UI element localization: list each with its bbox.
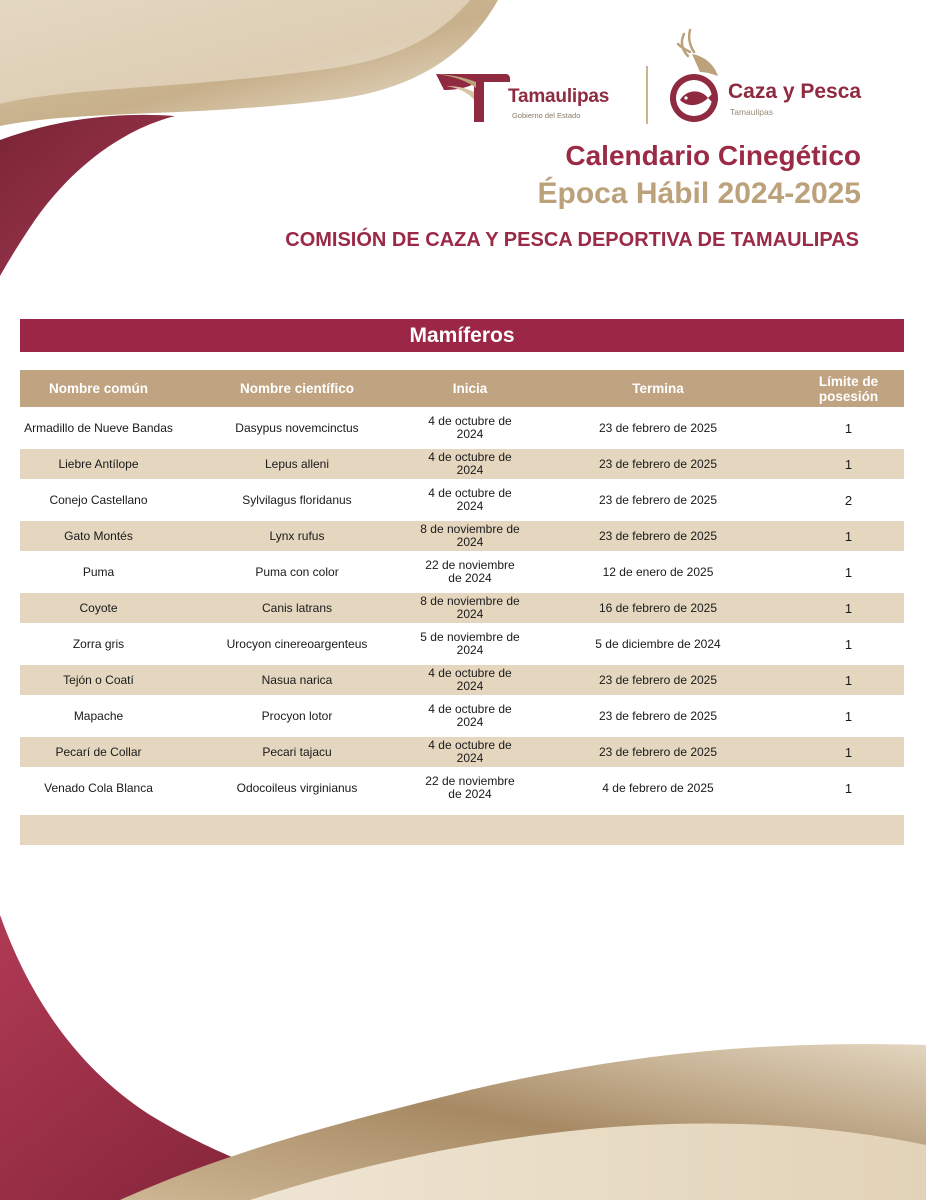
cell-start: 4 de octubre de 2024: [428, 738, 512, 765]
table-header: [20, 370, 904, 407]
cell-start: 5 de noviembre de 2024: [420, 630, 520, 657]
cell-limit: 1: [844, 600, 853, 616]
cell-common-name: Mapache: [73, 708, 124, 723]
cell-start: 4 de octubre de 2024: [428, 702, 512, 729]
cell-common-name: Puma: [82, 564, 115, 579]
cell-common-name: Venado Cola Blanca: [44, 780, 153, 795]
cell-scientific-name: Dasypus novemcinctus: [235, 420, 359, 435]
cell-start: 8 de noviembre de 2024: [420, 522, 520, 549]
cell-scientific-name: Lynx rufus: [269, 528, 325, 543]
cell-end: 5 de diciembre de 2024: [595, 636, 721, 651]
cell-limit: 1: [844, 420, 853, 436]
tamaulipas-name: Tamaulipas: [508, 86, 610, 107]
header-start: Inicia: [452, 381, 488, 396]
table-row: [20, 767, 904, 809]
cell-scientific-name: Procyon lotor: [261, 708, 333, 723]
table-row: [20, 593, 904, 623]
table-row: [20, 551, 904, 593]
cell-end: 12 de enero de 2025: [602, 564, 714, 579]
header-scientific-name: Nombre científico: [239, 381, 355, 396]
logo-divider: [646, 66, 648, 124]
cell-limit: 1: [844, 708, 853, 724]
cell-limit: 1: [844, 636, 853, 652]
header-limit: Límite de posesión: [818, 373, 879, 404]
table-row: [20, 665, 904, 695]
cell-common-name: Pecarí de Collar: [55, 744, 142, 759]
cell-scientific-name: Odocoileus virginianus: [236, 780, 358, 795]
table-row: [20, 695, 904, 737]
cell-limit: 1: [844, 456, 853, 472]
cell-end: 23 de febrero de 2025: [598, 744, 718, 759]
cell-end: 4 de febrero de 2025: [602, 780, 714, 795]
cell-start: 8 de noviembre de 2024: [420, 594, 520, 621]
header-common-name: Nombre común: [48, 381, 148, 396]
cell-common-name: Gato Montés: [64, 528, 133, 543]
cell-limit: 1: [844, 528, 853, 544]
season-title: Época Hábil 2024-2025: [537, 177, 861, 210]
cell-common-name: Coyote: [79, 600, 118, 615]
cell-end: 23 de febrero de 2025: [598, 708, 718, 723]
cell-scientific-name: Lepus alleni: [264, 456, 330, 471]
tamaulipas-logo: [436, 64, 636, 128]
cell-scientific-name: Urocyon cinereoargenteus: [226, 636, 368, 651]
cell-common-name: Tejón o Coatí: [63, 672, 134, 687]
cell-limit: 2: [844, 492, 853, 508]
cell-end: 23 de febrero de 2025: [598, 456, 718, 471]
cell-end: 23 de febrero de 2025: [598, 528, 718, 543]
cell-scientific-name: Puma con color: [255, 564, 339, 579]
table-row: [20, 449, 904, 479]
cell-limit: 1: [844, 744, 853, 760]
tamaulipas-emblem-icon: [436, 66, 516, 126]
tamaulipas-subtitle: Gobierno del Estado: [512, 111, 581, 120]
cell-limit: 1: [844, 780, 853, 796]
caza-y-pesca-subtitle: Tamaulipas: [730, 107, 773, 117]
cell-limit: 1: [844, 564, 853, 580]
cell-end: 16 de febrero de 2025: [598, 600, 718, 615]
section-title-mamiferos: Mamíferos: [20, 319, 904, 352]
calendar-title: Calendario Cinegético: [565, 140, 861, 171]
cell-common-name: Zorra gris: [72, 636, 125, 651]
cell-scientific-name: Sylvilagus floridanus: [242, 492, 352, 507]
cell-end: 23 de febrero de 2025: [598, 420, 718, 435]
caza-y-pesca-logo: [664, 28, 884, 128]
cell-start: 22 de noviembre de 2024: [425, 774, 515, 801]
cell-scientific-name: Pecari tajacu: [262, 744, 332, 759]
cell-start: 4 de octubre de 2024: [428, 486, 512, 513]
species-table: [20, 370, 904, 845]
caza-y-pesca-name: Caza y Pesca: [728, 80, 862, 103]
cell-scientific-name: Nasua narica: [261, 672, 333, 687]
cell-common-name: Liebre Antílope: [58, 456, 139, 471]
cell-start: 22 de noviembre de 2024: [425, 558, 515, 585]
table-row: [20, 737, 904, 767]
cell-start: 4 de octubre de 2024: [428, 450, 512, 477]
table-footer: [20, 815, 904, 845]
cell-end: 23 de febrero de 2025: [598, 492, 718, 507]
cell-scientific-name: Canis latrans: [261, 600, 333, 615]
deer-fish-emblem-icon: [664, 28, 726, 128]
cell-common-name: Conejo Castellano: [49, 492, 148, 507]
cell-common-name: Armadillo de Nueve Bandas: [24, 420, 173, 435]
cell-start: 4 de octubre de 2024: [428, 666, 512, 693]
header-end: Termina: [632, 381, 684, 396]
cell-limit: 1: [844, 672, 853, 688]
commission-subtitle: COMISIÓN DE CAZA Y PESCA DEPORTIVA DE TAMAULIPAS: [285, 229, 859, 251]
cell-end: 23 de febrero de 2025: [598, 672, 718, 687]
table-row: [20, 521, 904, 551]
cell-start: 4 de octubre de 2024: [428, 414, 512, 441]
table-row: [20, 623, 904, 665]
table-row: [20, 407, 904, 449]
table-row: [20, 479, 904, 521]
